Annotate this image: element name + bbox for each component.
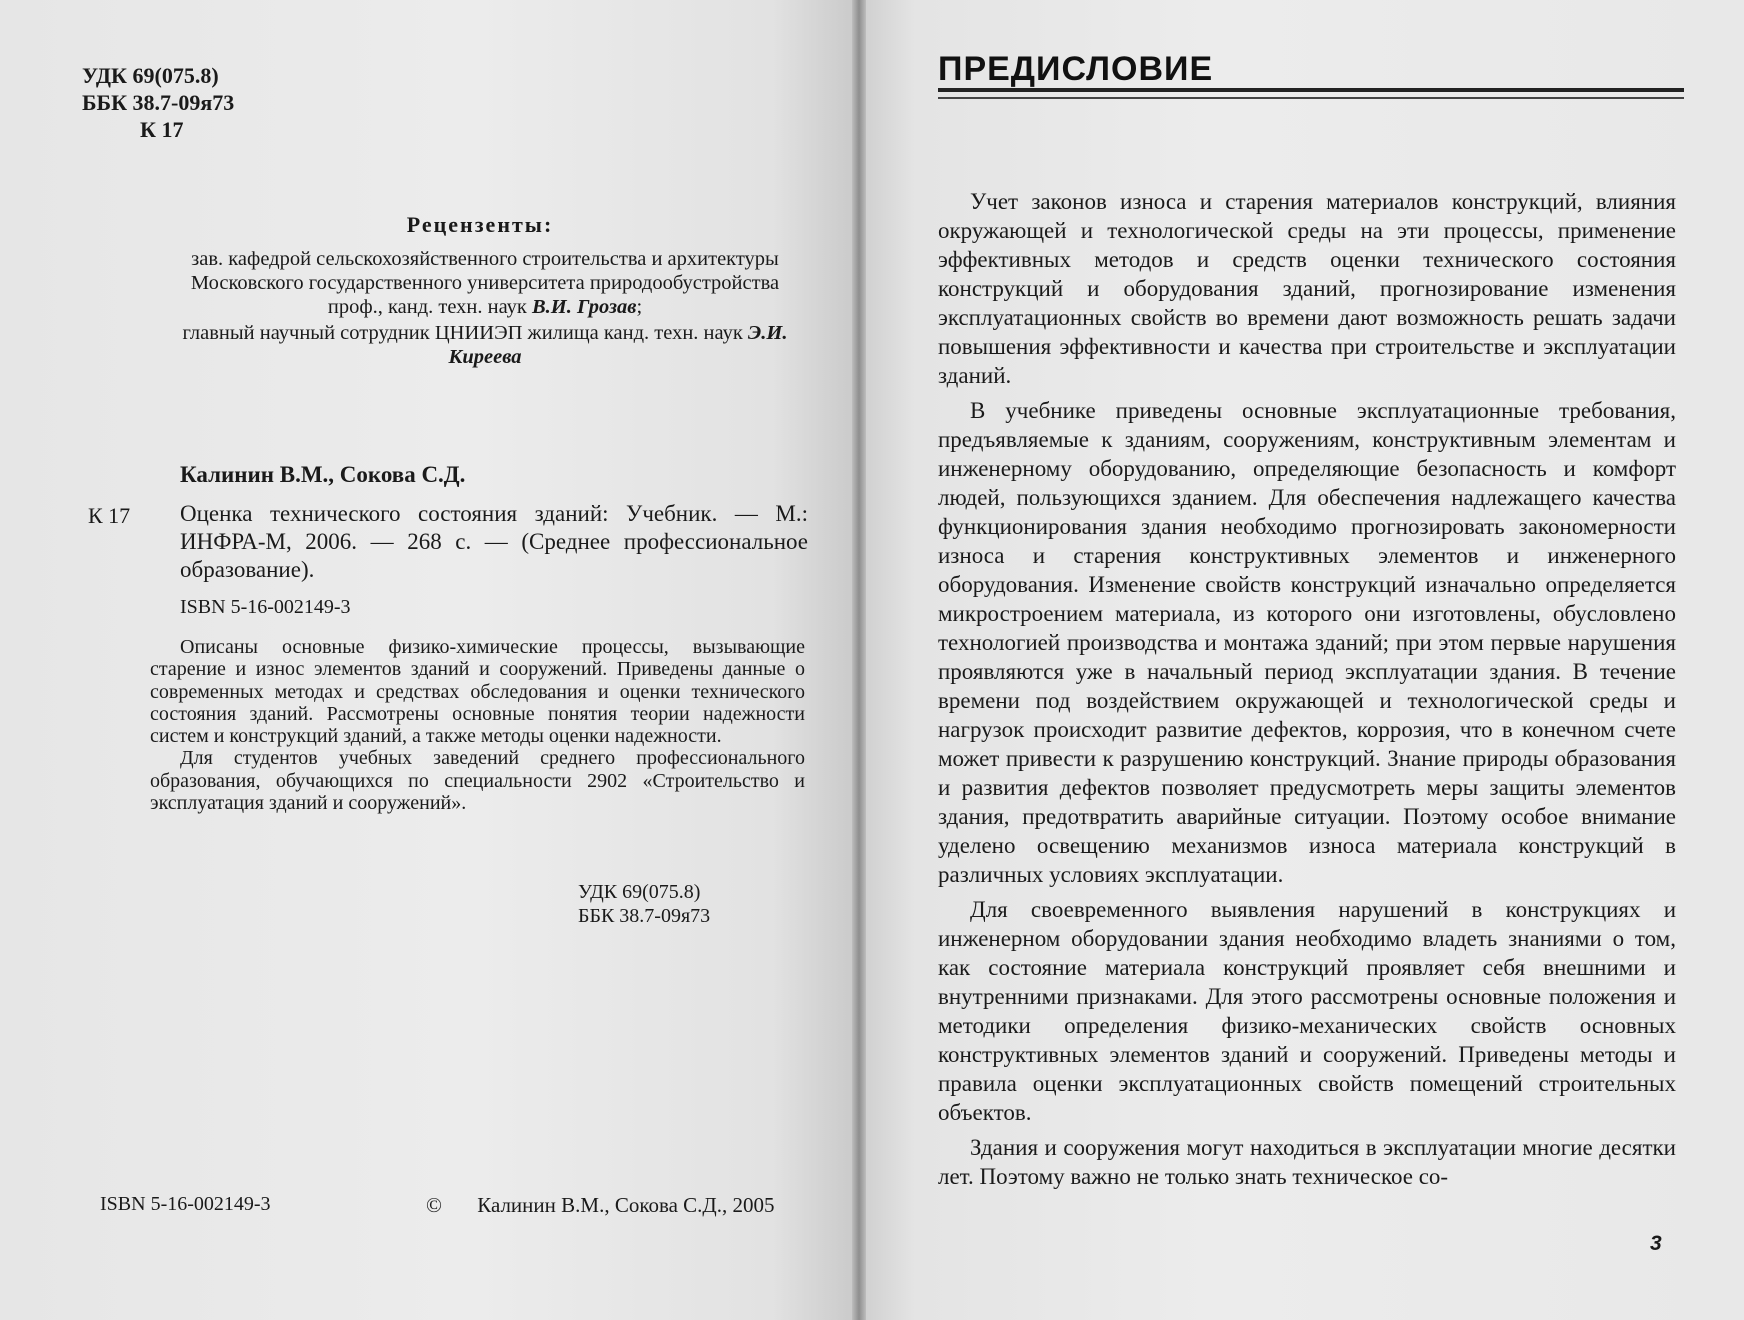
heading-rule-thin [938,97,1684,99]
index-code: К 17 [140,117,184,142]
bbk-code-bottom: ББК 38.7-09я73 [578,905,711,927]
catalog-code: К 17 [88,503,131,528]
reviewer-1-name: В.И. Грозав [532,296,637,318]
authors: Калинин В.М., Сокова С.Д. [180,462,466,487]
reviewer-2 [170,321,800,369]
bbk-code: ББК 38.7-09я73 [82,90,235,115]
reviewer-1-text: зав. кафедрой сельскохозяйственного строительства и архитектуры Московского государственного университета природообустройства проф., канд. техн. наук [190,248,780,318]
classification-codes [82,62,234,143]
reviewers-title: Рецензенты: [406,212,554,237]
preface-paragraph: Для своевременного выявления нарушений в конструкциях и инженерном оборудовании здания необходимо владеть знаниями о том, как состояние материала конструкций проявляет себя внешними и внутренними признаками. Для этого рассмотрены основные положения и методики определения физико-механических свойств основных конструктивных элементов зданий и сооружений. Приведены методы и правила оценки эксплуатационных свойств помещений строительных объектов. [938,897,1676,1125]
abstract [150,636,805,814]
abstract-paragraph: Для студентов учебных заведений среднего профессионального образования, обучающихся по специальности 2902 «Строительство и эксплуатация зданий и сооружений». [150,747,805,815]
preface-body [938,187,1676,1197]
preface-paragraph: Здания и сооружения могут находиться в эксплуатации многие десятки лет. Поэтому важно не только знать техническое со- [938,1135,1676,1189]
classification-codes-bottom [578,880,710,928]
copyright-text: Калинин В.М., Сокова С.Д., 2005 [477,1193,775,1217]
isbn-bottom: ISBN 5-16-002149-3 [100,1193,271,1215]
copyright [426,1193,775,1218]
preface-paragraph: В учебнике приведены основные эксплуатационные требования, предъявляемые к зданиям, сооружениям, конструктивным элементам и инженерному оборудованию, определяющие безопасность и комфорт людей, пользующихся зданием. Для обеспечения надлежащего качества функционирования здания необходимо прогнозировать закономерности износа и старения конструктивных элементов и инженерного оборудования. Изменение свойств конструкций изначально определяется микростроением материала, из которого они изготовлены, обусловлено технологией производства и монтажа зданий; при этом первые нарушения проявляются уже в начальный период эксплуатации здания. В течение времени под воздействием окружающей и технологической среды и нагрузок происходит развитие дефектов, коррозия, что в конечном счете может привести к разрушению конструкций. Знание природы образования и развития дефектов позволяет предусмотреть меры защиты элементов здания, предотвратить аварийные ситуации. Поэтому особое внимание уделено освещению механизмов износа материала конструкций в различных условиях эксплуатации. [938,398,1676,887]
book-spine [852,0,866,1320]
udk-code-bottom: УДК 69(075.8) [578,881,701,903]
reviewer-2-name: Э.И. Киреева [448,322,788,368]
udk-code: УДК 69(075.8) [82,63,219,88]
page-number: 3 [1650,1232,1662,1255]
abstract-paragraph: Описаны основные физико-химические процессы, вызывающие старение и износ элементов зданий и сооружений. Приведены данные о современных методах и средствах обследования и оценки технического состояния зданий. Рассмотрены основные понятия теории надежности систем и конструкций зданий, а также методы оценки надежности. [150,636,805,748]
heading-rule [938,88,1684,92]
reviewer-2-text: главный научный сотрудник ЦНИИЭП жилища канд. техн. наук [182,322,743,344]
preface-paragraph: Учет законов износа и старения материалов конструкций, влияния окружающей и технологической среды на эти процессы, применение эффективных методов и средств оценки технического состояния конструкций и оборудования зданий, прогнозирование изменения эксплуатационных свойств во времени дают возможность решать задачи повышения эффективности и качества при строительстве и эксплуатации зданий. [938,189,1676,388]
reviewer-1: зав. кафедрой сельскохозяйственного строительства и архитектуры Московского государственного университета природообустройства проф., канд. техн. наук В.И. Грозав; [190,248,780,318]
copyright-symbol: © [426,1193,442,1217]
bibliographic-entry: Оценка технического состояния зданий: Учебник. — М.: ИНФРА-М, 2006. — 268 с. — (Среднее профессиональное образование). [180,501,808,582]
isbn: ISBN 5-16-002149-3 [180,596,351,618]
page-title: ПРЕДИСЛОВИЕ [938,50,1214,88]
